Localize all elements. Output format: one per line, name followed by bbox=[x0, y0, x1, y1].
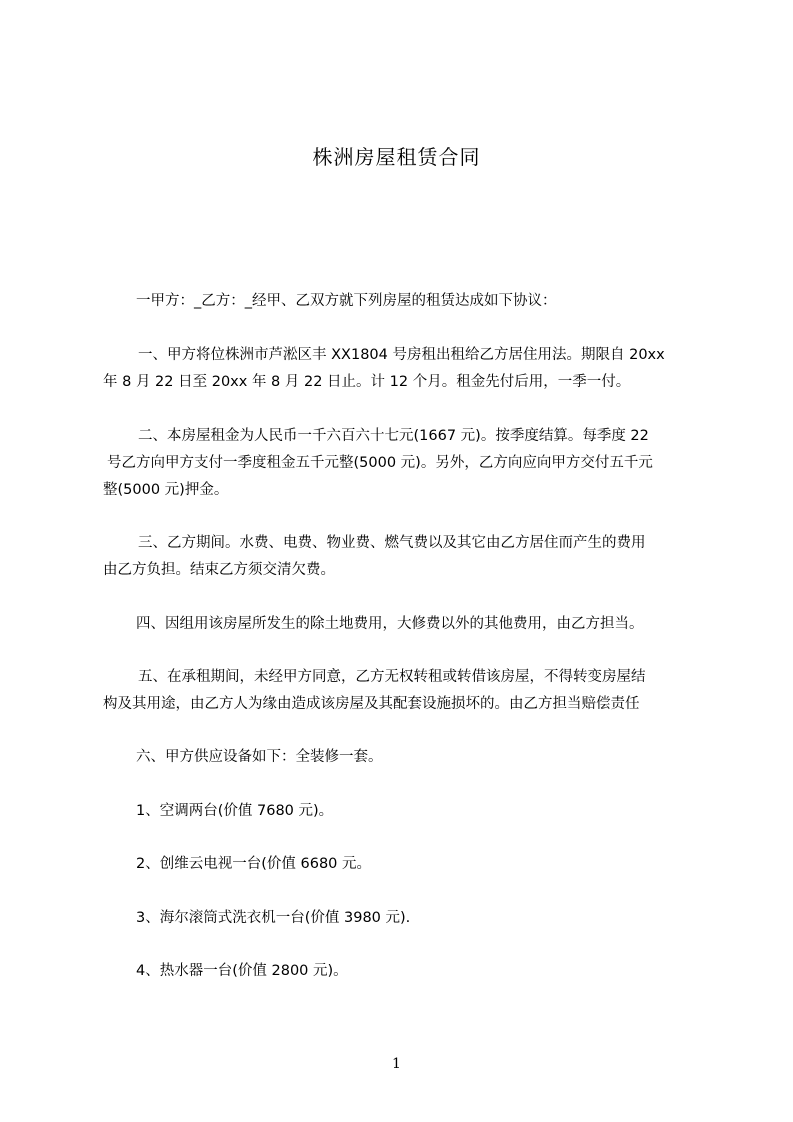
clause-4-line-1: 四、因组用该房屋所发生的除土地费用，大修费以外的其他费用，由乙方担当。 bbox=[136, 616, 644, 632]
page-number: 1 bbox=[392, 1056, 401, 1072]
clause-1-line-1: 一、甲方将位株洲市芦淞区丰 XX1804 号房租出租给乙方居住用法。期限自 20xx bbox=[138, 347, 665, 363]
clause-2-line-2: 号乙方向甲方支付一季度租金五千元整(5000 元)。另外，乙方向应向甲方交付五千元 bbox=[107, 455, 653, 471]
clause-3-line-2: 由乙方负担。结束乙方须交清欠费。 bbox=[103, 562, 335, 578]
equipment-item: 3、海尔滚筒式洗衣机一台(价值 3980 元). bbox=[136, 910, 411, 926]
clause-3-line-1: 三、乙方期间。水费、电费、物业费、燃气费以及其它由乙方居住而产生的费用 bbox=[138, 535, 646, 551]
clause-5-line-2: 构及其用途，由乙方人为缘由造成该房屋及其配套设施损坏的。由乙方担当赔偿责任 bbox=[103, 696, 640, 712]
equipment-item: 2、创维云电视一台(价值 6680 元。 bbox=[136, 856, 372, 872]
clause-1-line-2: 年 8 月 22 日至 20xx 年 8 月 22 日止。计 12 个月。租金先付后用，一季一付。 bbox=[103, 374, 631, 390]
clause-2-line-3: 整(5000 元)押金。 bbox=[103, 482, 229, 498]
equipment-item: 1、空调两台(价值 7680 元)。 bbox=[136, 803, 334, 819]
contract-title: 株洲房屋租赁合同 bbox=[312, 145, 481, 169]
clause-5-line-1: 五、在承租期间，未经甲方同意，乙方无权转租或转借该房屋，不得转变房屋结 bbox=[138, 669, 646, 685]
clause-6-line-1: 六、甲方供应设备如下：全装修一套。 bbox=[136, 749, 383, 765]
contract-intro: 一甲方：_乙方：_经甲、乙双方就下列房屋的租赁达成如下协议： bbox=[136, 293, 557, 309]
equipment-item: 4、热水器一台(价值 2800 元)。 bbox=[136, 963, 348, 979]
clause-2-line-1: 二、本房屋租金为人民币一千六百六十七元(1667 元)。按季度结算。每季度 22 bbox=[138, 428, 649, 444]
